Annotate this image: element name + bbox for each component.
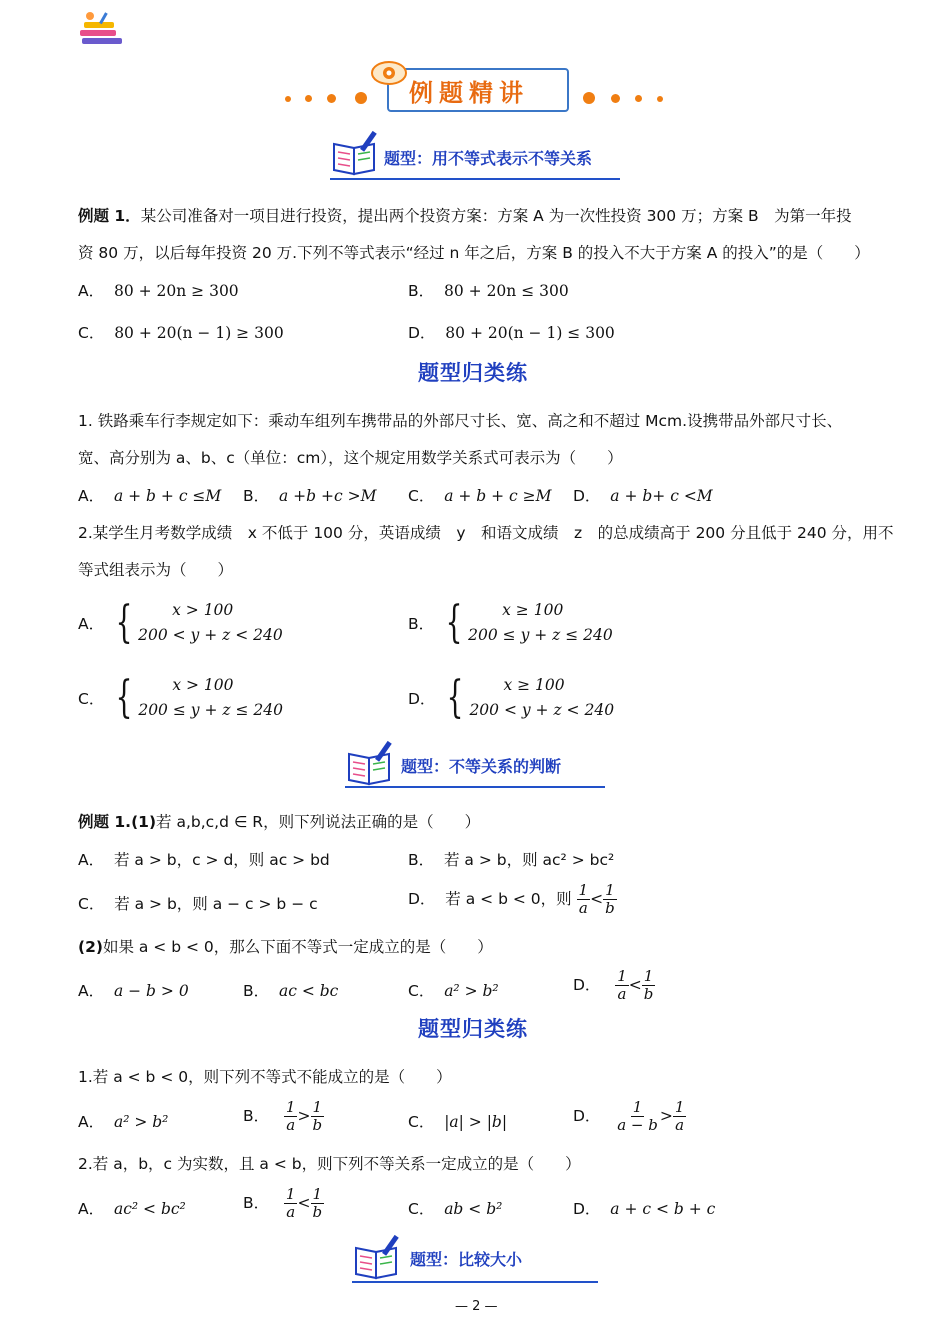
q1-option-c[interactable]: C． a + b + c ≥M [408, 487, 552, 505]
type-header-3 [352, 1234, 598, 1284]
ex2-option-a[interactable]: A． 若 a > b，c > d，则 ac > bd [78, 851, 330, 869]
p2-option-b[interactable]: B． ac < bc [243, 982, 339, 1000]
q1-option-a[interactable]: A． a + b + c ≤M [78, 487, 222, 505]
s2-q1-option-b[interactable]: B． $\frac{1}{a}$ > $\frac{1}{b}$ [243, 1098, 323, 1134]
practice-heading-2: 题型归类练 [418, 1017, 528, 1041]
p2-option-a[interactable]: A． a − b > 0 [78, 982, 189, 1000]
books-logo-icon [78, 10, 128, 50]
book-pen-icon [345, 740, 397, 786]
q2-line-1: 2.某学生月考数学成绩 x 不低于 100 分，英语成绩 y 和语文成绩 z 的总成绩高于 200 分且低于 240 分，用不 [78, 524, 894, 542]
s2-q2-option-b[interactable]: B． $\frac{1}{a}$ < $\frac{1}{b}$ [243, 1185, 323, 1221]
q1-option-d[interactable]: D． a + b+ c <M [573, 487, 713, 505]
eye-icon [371, 60, 407, 86]
s2-q2-line: 2.若 a，b，c 为实数，且 a < b，则下列不等关系一定成立的是（ ） [78, 1155, 581, 1173]
example-2-line: 例题 1.(1)若 a,b,c,d ∈ R，则下列说法正确的是（ ） [78, 813, 481, 831]
s2-q1-option-d[interactable]: D． $\frac{1}{a - b}$ > $\frac{1}{a}$ [573, 1098, 685, 1134]
type-title-3: 题型：比较大小 [410, 1250, 523, 1269]
example-2-part2: (2)如果 a < b < 0，那么下面不等式一定成立的是（ ） [78, 938, 493, 956]
banner [285, 62, 665, 112]
s2-q1-line: 1.若 a < b < 0，则下列不等式不能成立的是（ ） [78, 1068, 452, 1086]
page-number: — 2 — [455, 1299, 498, 1314]
ex1-option-b[interactable]: B． 80 + 20n ≤ 300 [408, 282, 569, 300]
s2-q2-option-c[interactable]: C． ab < b² [408, 1200, 503, 1218]
type-title-1: 题型：用不等式表示不等关系 [384, 149, 593, 168]
q1-line-1: 1. 铁路乘车行李规定如下：乘动车组列车携带品的外部尺寸长、宽、高之和不超过 Mcm.设携带品外部尺寸长、 [78, 412, 843, 430]
practice-heading-1: 题型归类练 [418, 361, 528, 385]
example-1-line-1: 例题 1．某公司准备对一项目进行投资，提出两个投资方案：方案 A 为一次性投资 300 万；方案 B 为第一年投 [78, 207, 852, 225]
ex1-option-a[interactable]: A． 80 + 20n ≥ 300 [78, 282, 239, 300]
s2-q1-option-c[interactable]: C． |a| > |b| [408, 1113, 508, 1131]
q2-option-b[interactable]: B． { x ≥ 100 200 ≤ y + z ≤ 240 [408, 597, 613, 648]
q1-option-b[interactable]: B． a +b +c >M [243, 487, 377, 505]
q1-line-2: 宽、高分别为 a、b、c（单位：cm），这个规定用数学关系式可表示为（ ） [78, 449, 623, 467]
q2-option-c[interactable]: C． { x > 100 200 ≤ y + z ≤ 240 [78, 672, 283, 723]
example-1-line-2: 资 80 万，以后每年投资 20 万.下列不等式表示“经过 n 年之后，方案 B 的投入不大于方案 A 的投入”的是（ ） [78, 244, 870, 262]
q2-option-a[interactable]: A． { x > 100 200 < y + z < 240 [78, 597, 283, 648]
ex2-option-d[interactable]: D． 若 a < b < 0，则 $\frac{1}{a}$ < $\frac{1}{b}$ [408, 881, 615, 917]
ex2-option-b[interactable]: B． 若 a > b，则 ac² > bc² [408, 851, 615, 869]
book-pen-icon [330, 130, 382, 176]
ex1-option-c[interactable]: C． 80 + 20(n − 1) ≥ 300 [78, 324, 284, 342]
q2-line-2: 等式组表示为（ ） [78, 561, 234, 579]
book-pen-icon [352, 1234, 404, 1280]
s2-q2-option-d[interactable]: D． a + c < b + c [573, 1200, 716, 1218]
s2-q2-option-a[interactable]: A． ac² < bc² [78, 1200, 186, 1218]
type-title-2: 题型：不等关系的判断 [401, 757, 562, 776]
type-header-1 [330, 130, 620, 182]
s2-q1-option-a[interactable]: A． a² > b² [78, 1113, 169, 1131]
q2-option-d[interactable]: D． { x ≥ 100 200 < y + z < 240 [408, 672, 615, 723]
type-header-2 [345, 740, 605, 790]
banner-title: 例题精讲 [409, 79, 529, 107]
ex1-option-d[interactable]: D． 80 + 20(n − 1) ≤ 300 [408, 324, 615, 342]
p2-option-d[interactable]: D． $\frac{1}{a}$ < $\frac{1}{b}$ [573, 967, 654, 1003]
ex2-option-c[interactable]: C． 若 a > b，则 a − c > b − c [78, 895, 318, 913]
p2-option-c[interactable]: C． a² > b² [408, 982, 499, 1000]
